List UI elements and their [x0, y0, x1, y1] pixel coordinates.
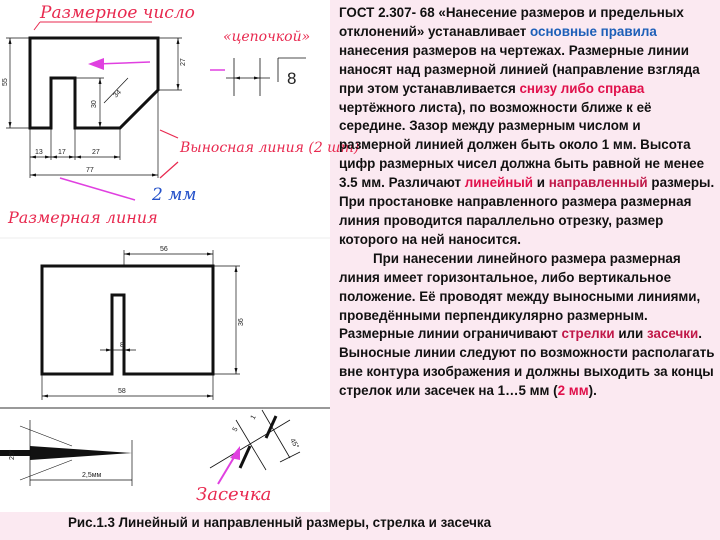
- svg-text:1: 1: [249, 414, 258, 421]
- svg-text:20°: 20°: [9, 449, 16, 460]
- figure-caption: Рис.1.3 Линейный и направленный размеры, стрелка и засечка: [68, 515, 492, 530]
- svg-text:«цепочкой»: «цепочкой»: [223, 29, 311, 45]
- svg-text:27: 27: [92, 149, 100, 156]
- svg-text:30: 30: [91, 100, 98, 108]
- body-paragraph-2: При нанесении линейного размера размерная линия имеет горизонтальное, либо вертикальное положение. Её проводят между выносными линиями, проведёнными перпендикулярно размерным. Размерные линии ограничивают стрелки или засечки. Выносные линии следуют по возможности располагать вне контура изображения и должны выходить за концы стрелок или засечек на 1…5 мм (2 мм).: [339, 250, 715, 399]
- svg-text:17: 17: [58, 149, 66, 156]
- svg-text:Размерная линия: Размерная линия: [8, 208, 158, 227]
- figure-panel: [0, 0, 360, 512]
- highlight-directed: направленный: [548, 175, 648, 191]
- highlight-arrows: стрелки: [561, 326, 615, 342]
- part-outline-middle: [42, 266, 213, 374]
- svg-text:58: 58: [118, 388, 126, 395]
- svg-text:45°: 45°: [288, 437, 300, 451]
- svg-text:8: 8: [287, 69, 297, 88]
- svg-text:Размерное число: Размерное число: [40, 3, 195, 23]
- svg-text:27: 27: [180, 58, 187, 66]
- svg-text:2 мм: 2 мм: [152, 185, 197, 205]
- arrowheads-middle: [42, 253, 238, 398]
- text-column: [339, 4, 715, 401]
- arrow-detail: [0, 420, 132, 486]
- svg-text:5: 5: [231, 426, 240, 433]
- drawing-figure: [0, 0, 360, 512]
- svg-text:77: 77: [86, 167, 94, 174]
- svg-text:56: 56: [160, 246, 168, 253]
- svg-text:34: 34: [112, 88, 123, 100]
- highlight-main-rules: основные правила: [530, 23, 657, 39]
- notch-detail: [210, 410, 301, 470]
- svg-text:Засечка: Засечка: [196, 484, 272, 505]
- body-paragraph-1: ГОСТ 2.307- 68 «Нанесение размеров и предельных отклонений» устанавливает основные правила нанесения размеров на чертежах. Размерные линии наносят над размерной линией (направление взгляда при этом устанавливается снизу либо справа чертёжного листа), по возможности ближе к её середине. Зазор между размерным числом и размерной линией должен быть около 1 мм. Высота цифр размерных чисел должна быть равной не менее 3.5 мм. Различают линейный и направленный размеры. При простановке направленного размера размерная линия проводится параллельно отрезку, размер которого на ней наносится.: [339, 5, 715, 247]
- svg-text:13: 13: [35, 149, 43, 156]
- arrowhead-large: [30, 446, 132, 460]
- part-linear-drawing: [42, 250, 240, 400]
- highlight-bottom-or-right: снизу либо справа: [519, 80, 645, 96]
- svg-text:2,5мм: 2,5мм: [82, 472, 102, 479]
- svg-text:8: 8: [120, 342, 124, 349]
- highlight-2mm: 2 мм: [557, 383, 589, 399]
- part-outline-top: [30, 38, 158, 128]
- highlight-linear: линейный: [464, 175, 534, 191]
- highlight-notches: засечки: [647, 326, 699, 342]
- svg-text:36: 36: [238, 318, 245, 326]
- svg-text:Выносная линия (2 шт): Выносная линия (2 шт): [180, 140, 360, 156]
- gost-title: ГОСТ 2.307- 68 «Нанесение размеров и предельных отклонений»: [339, 5, 684, 39]
- svg-text:55: 55: [2, 78, 9, 86]
